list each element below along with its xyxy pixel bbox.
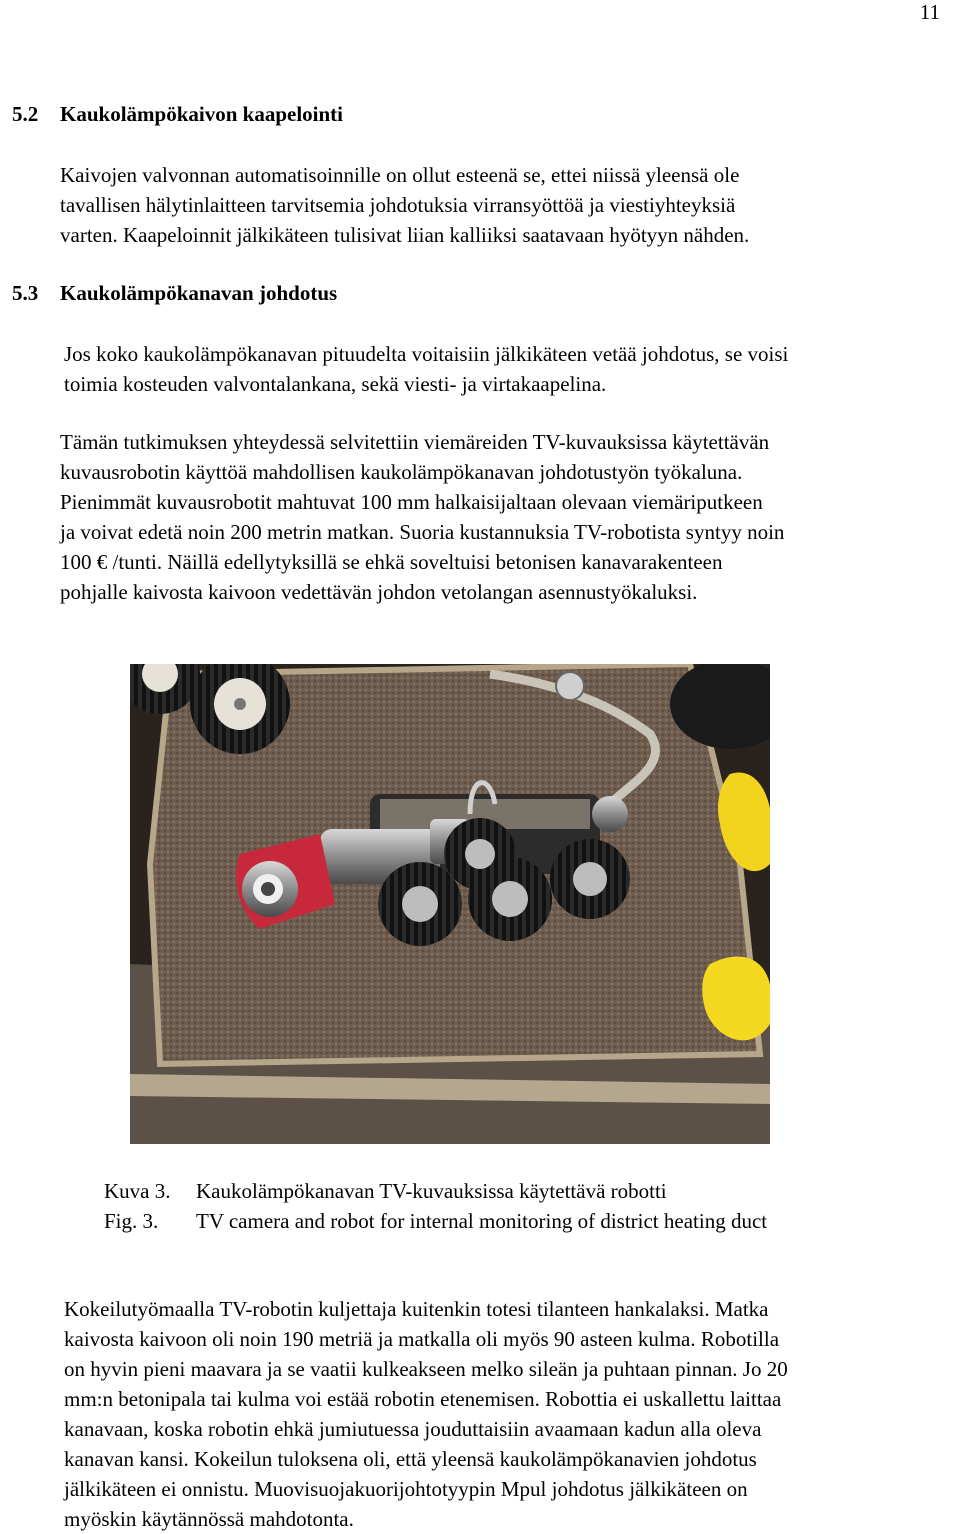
caption-en bbox=[104, 1206, 767, 1236]
text-line: jälkikäteen ei onnistu. Muovisuojakuorijohtotyypin Mpul johdotus jälkikäteen on bbox=[64, 1477, 748, 1501]
section-number: 5.3 bbox=[12, 281, 39, 305]
text-line: kaivosta kaivoon oli noin 190 metriä ja matkalla oli myös 90 asteen kulma. Robotilla bbox=[64, 1327, 780, 1351]
section-heading-5-3 bbox=[12, 281, 337, 306]
caption-label: Kuva 3. bbox=[104, 1179, 171, 1203]
text-line: on hyvin pieni maavara ja se vaatii kulkeakseen melko sileän ja puhtaan pinnan. Jo 20 bbox=[64, 1357, 788, 1381]
text-line: kanavan kansi. Kokeilun tuloksena oli, että yleensä kaukolämpökanavien johdotus bbox=[64, 1447, 757, 1471]
section-heading-5-2 bbox=[12, 102, 343, 127]
section-number: 5.2 bbox=[12, 102, 39, 126]
caption-fi bbox=[104, 1176, 767, 1206]
paragraph-5-3-robot bbox=[60, 427, 952, 607]
section-title: Kaukolämpökaivon kaapelointi bbox=[60, 102, 343, 126]
paragraph-trial bbox=[64, 1294, 952, 1534]
text-line: tavallisen hälytinlaitteen tarvitsemia johdotuksia virransyöttöä ja viestiyhteyksiä bbox=[60, 193, 736, 217]
caption-label: Fig. 3. bbox=[104, 1209, 159, 1233]
text-line: pohjalle kaivosta kaivoon vedettävän johdon vetolangan asennustyökaluksi. bbox=[60, 580, 698, 604]
text-line: mm:n betonipala tai kulma voi estää robotin etenemisen. Robottia ei uskallettu laittaa bbox=[64, 1387, 782, 1411]
text-line: varten. Kaapeloinnit jälkikäteen tulisivat liian kalliiksi saatavaan hyötyyn nähden. bbox=[60, 223, 750, 247]
text-line: ja voivat edetä noin 200 metrin matkan. Suoria kustannuksia TV-robotista syntyy noin bbox=[60, 520, 785, 544]
text-line: Kaivojen valvonnan automatisoinnille on ollut esteenä se, ettei niissä yleensä ole bbox=[60, 163, 740, 187]
text-line: Tämän tutkimuksen yhteydessä selvitettiin viemäreiden TV-kuvauksissa käytettävän bbox=[60, 430, 770, 454]
paragraph-5-3-intro bbox=[64, 339, 952, 399]
text-line: Pienimmät kuvausrobotit mahtuvat 100 mm halkaisijaltaan olevaan viemäriputkeen bbox=[60, 490, 763, 514]
caption-text: Kaukolämpökanavan TV-kuvauksissa käytettävä robotti bbox=[196, 1179, 667, 1203]
text-line: toimia kosteuden valvontalankana, sekä viesti- ja virtakaapelina. bbox=[64, 372, 607, 396]
paragraph-5-2 bbox=[60, 160, 952, 250]
text-line: myöskin käytännössä mahdotonta. bbox=[64, 1507, 354, 1531]
section-title: Kaukolämpökanavan johdotus bbox=[60, 281, 338, 305]
text-line: kuvausrobotin käyttöä mahdollisen kaukolämpökanavan johdotustyön työkaluna. bbox=[60, 460, 743, 484]
text-line: 100 € /tunti. Näillä edellytyksillä se ehkä soveltuisi betonisen kanavarakenteen bbox=[60, 550, 723, 574]
page-number: 11 bbox=[919, 0, 940, 24]
caption-text: TV camera and robot for internal monitoring of district heating duct bbox=[196, 1209, 768, 1233]
figure-caption bbox=[104, 1176, 767, 1236]
robot-photo bbox=[130, 664, 770, 1144]
text-line: kanavaan, koska robotin ehkä jumiutuessa jouduttaisiin avaamaan kadun alla oleva bbox=[64, 1417, 762, 1441]
text-line: Jos koko kaukolämpökanavan pituudelta voitaisiin jälkikäteen vetää johdotus, se voisi bbox=[64, 342, 789, 366]
text-line: Kokeilutyömaalla TV-robotin kuljettaja kuitenkin totesi tilanteen hankalaksi. Matka bbox=[64, 1297, 769, 1321]
